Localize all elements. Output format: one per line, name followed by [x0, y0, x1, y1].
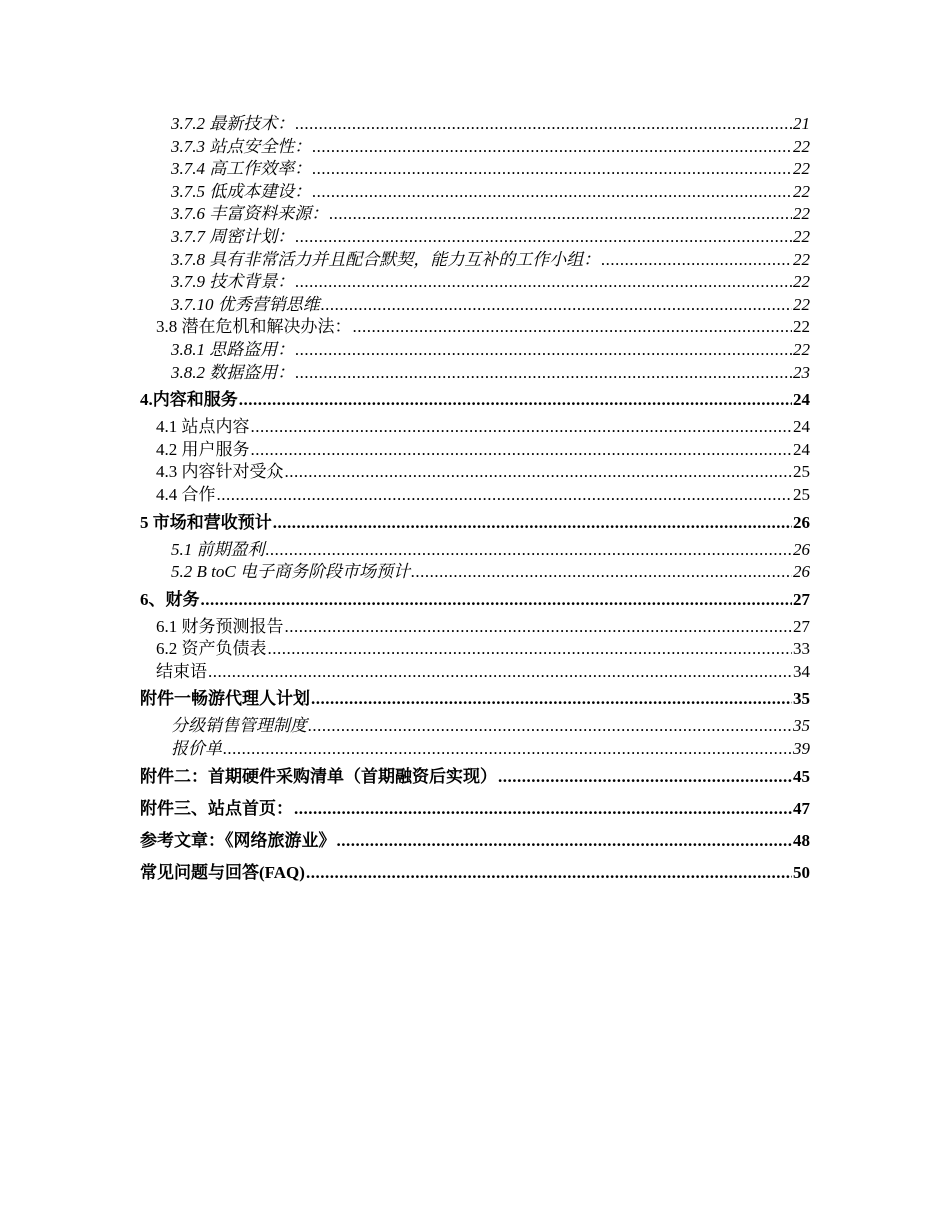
toc-page-number: 24 — [793, 417, 810, 437]
toc-entry-title: 5.2 B toC 电子商务阶段市场预计 — [171, 562, 410, 582]
toc-page-number: 21 — [793, 114, 810, 133]
toc-entry[interactable] — [140, 484, 810, 507]
toc-entry-title: 4.内容和服务 — [140, 390, 238, 410]
toc-dot-leader — [337, 825, 793, 857]
toc-page-number: 25 — [793, 484, 810, 504]
toc-entry[interactable] — [140, 271, 810, 294]
toc-page-number: 22 — [793, 136, 810, 156]
toc-entry[interactable] — [140, 226, 810, 249]
toc-entry[interactable] — [140, 857, 810, 889]
toc-entry[interactable] — [140, 539, 810, 562]
toc-dot-leader — [268, 638, 793, 661]
toc-entry[interactable] — [140, 203, 810, 226]
toc-dot-leader — [312, 136, 792, 159]
toc-entry[interactable] — [140, 584, 810, 616]
toc-entry[interactable] — [140, 793, 810, 825]
toc-entry[interactable] — [140, 616, 810, 639]
toc-dot-leader — [308, 715, 792, 738]
toc-entry[interactable] — [140, 416, 810, 439]
toc-dot-leader — [285, 461, 793, 484]
toc-page-number: 34 — [793, 661, 810, 681]
toc-entry[interactable] — [140, 561, 810, 584]
toc-page-number: 35 — [793, 689, 810, 709]
toc-entry[interactable] — [140, 384, 810, 416]
toc-entry-title: 4.1 站点内容 — [156, 417, 250, 437]
toc-entry[interactable] — [140, 249, 810, 272]
toc-page-number: 48 — [793, 830, 810, 850]
toc-dot-leader — [294, 793, 792, 825]
toc-page-number: 22 — [793, 317, 810, 337]
toc-dot-leader — [285, 616, 793, 639]
toc-entry[interactable] — [140, 316, 810, 339]
toc-entry-title: 6.1 财务预测报告 — [156, 616, 284, 636]
toc-page-number: 35 — [793, 716, 810, 736]
toc-entry-title: 4.2 用户服务 — [156, 439, 250, 459]
toc-entry[interactable] — [140, 113, 810, 136]
toc-dot-leader — [223, 738, 792, 761]
toc-dot-leader — [251, 439, 793, 462]
toc-page-number: 22 — [793, 226, 810, 246]
toc-entry[interactable] — [140, 181, 810, 204]
toc-entry-title: 附件一畅游代理人计划 — [140, 689, 310, 709]
toc-entry-title: 3.7.6 丰富资料来源： — [171, 204, 329, 224]
toc-page-number: 23 — [793, 362, 810, 382]
toc-dot-leader — [353, 316, 793, 339]
toc-dot-leader — [498, 761, 792, 793]
toc-entry-title: 3.7.3 站点安全性： — [171, 136, 312, 156]
toc-entry-title: 3.7.9 技术背景： — [171, 272, 295, 292]
toc-entry-title: 5.1 前期盈利 — [171, 539, 265, 559]
toc-entry-title: 3.7.7 周密计划： — [171, 226, 295, 246]
toc-page-number: 45 — [793, 766, 810, 786]
toc-page-number: 50 — [793, 862, 810, 882]
toc-dot-leader — [295, 362, 792, 385]
toc-entry-title: 4.3 内容针对受众 — [156, 462, 284, 482]
toc-dot-leader — [329, 203, 792, 226]
toc-entry[interactable] — [140, 761, 810, 793]
toc-dot-leader — [295, 226, 792, 249]
toc-entry[interactable] — [140, 825, 810, 857]
table-of-contents — [140, 113, 810, 889]
toc-entry[interactable] — [140, 661, 810, 684]
toc-dot-leader — [601, 249, 792, 272]
toc-dot-leader — [217, 484, 793, 507]
toc-page-number: 22 — [793, 339, 810, 359]
toc-dot-leader — [201, 584, 793, 616]
toc-dot-leader — [306, 857, 792, 889]
toc-page-number: 39 — [793, 739, 810, 759]
toc-dot-leader — [312, 181, 792, 204]
toc-page-number: 27 — [793, 589, 810, 609]
toc-entry[interactable] — [140, 507, 810, 539]
toc-entry-title: 附件二：首期硬件采购清单（首期融资后实现） — [140, 766, 497, 786]
toc-dot-leader — [321, 294, 792, 317]
toc-entry[interactable] — [140, 339, 810, 362]
toc-entry-title: 3.7.4 高工作效率： — [171, 159, 312, 179]
toc-entry[interactable] — [140, 362, 810, 385]
toc-entry-title: 6、财务 — [140, 589, 200, 609]
toc-entry-title: 5 市场和营收预计 — [140, 512, 272, 532]
toc-dot-leader — [251, 416, 793, 439]
toc-page-number: 27 — [793, 616, 810, 636]
toc-entry-title: 参考文章：《网络旅游业》 — [140, 830, 336, 850]
toc-dot-leader — [311, 683, 792, 715]
toc-page-number: 33 — [793, 639, 810, 659]
toc-entry-title: 3.7.5 低成本建设： — [171, 181, 312, 201]
toc-page-number: 22 — [793, 159, 810, 179]
toc-page-number: 26 — [793, 512, 810, 532]
toc-entry-title: 3.7.8 具有非常活力并且配合默契，能力互补的工作小组： — [171, 249, 601, 269]
toc-dot-leader — [411, 561, 792, 584]
toc-page-number: 22 — [793, 181, 810, 201]
toc-page-number: 22 — [793, 272, 810, 292]
toc-page-number: 22 — [793, 294, 810, 314]
toc-page-number: 26 — [793, 539, 810, 559]
toc-entry-title: 报价单 — [171, 739, 222, 759]
toc-page-number: 22 — [793, 249, 810, 269]
toc-dot-leader — [295, 271, 792, 294]
toc-page-number: 22 — [793, 204, 810, 224]
toc-entry-title: 3.7.2 最新技术： — [171, 114, 295, 133]
toc-entry-title: 3.8.2 数据盗用： — [171, 362, 295, 382]
toc-entry-title: 6.2 资产负债表 — [156, 639, 267, 659]
toc-entry[interactable] — [140, 136, 810, 159]
toc-entry-title: 结束语 — [156, 661, 207, 681]
toc-entry[interactable] — [140, 294, 810, 317]
toc-dot-leader — [295, 113, 792, 136]
toc-page-number: 24 — [793, 390, 810, 410]
toc-entry-title: 分级销售管理制度 — [171, 716, 307, 736]
toc-entry-title: 3.7.10 优秀营销思维 — [171, 294, 320, 314]
toc-dot-leader — [273, 507, 792, 539]
toc-page-number: 47 — [793, 798, 810, 818]
toc-entry[interactable] — [140, 683, 810, 715]
toc-page-number: 26 — [793, 562, 810, 582]
toc-dot-leader — [239, 384, 792, 416]
toc-entry[interactable] — [140, 158, 810, 181]
toc-entry[interactable] — [140, 715, 810, 738]
toc-entry-title: 3.8.1 思路盗用： — [171, 339, 295, 359]
toc-dot-leader — [295, 339, 792, 362]
toc-entry[interactable] — [140, 638, 810, 661]
toc-entry[interactable] — [140, 439, 810, 462]
toc-page-number: 25 — [793, 462, 810, 482]
toc-entry[interactable] — [140, 738, 810, 761]
toc-dot-leader — [266, 539, 793, 562]
toc-page-number: 24 — [793, 439, 810, 459]
toc-dot-leader — [208, 661, 792, 684]
toc-entry-title: 常见问题与回答(FAQ) — [140, 862, 305, 882]
toc-entry-title: 4.4 合作 — [156, 484, 216, 504]
toc-entry-title: 附件三、站点首页： — [140, 798, 293, 818]
toc-entry-title: 3.8 潜在危机和解决办法： — [156, 317, 352, 337]
toc-dot-leader — [312, 158, 792, 181]
toc-entry[interactable] — [140, 461, 810, 484]
